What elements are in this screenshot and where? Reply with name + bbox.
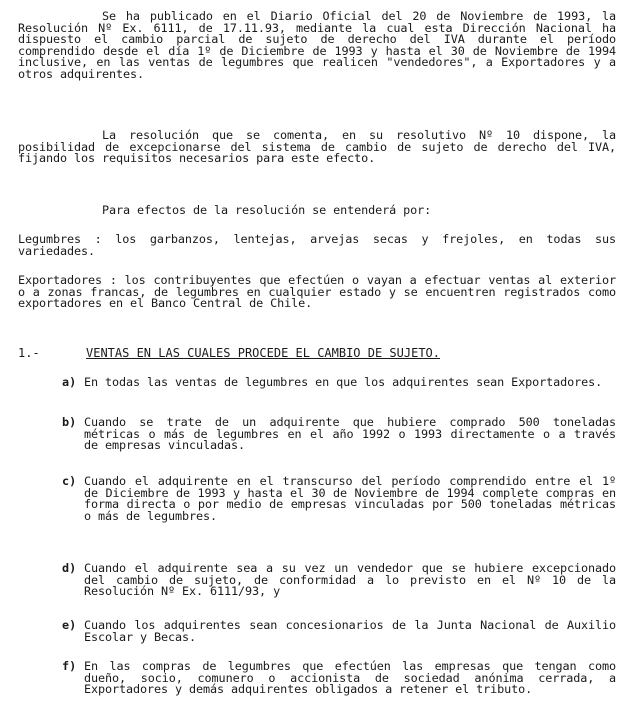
list-item-text: Cuando los adquirentes sean concesionarios de la Junta Nacional de Auxilio Escolar y Becas. (84, 618, 616, 644)
paragraph-definition-legumbres: Legumbres : los garbanzos, lentejas, arvejas secas y frejoles, en todas sus variedades. (18, 232, 616, 258)
list-item-text: Cuando se trate de un adquirente que hubiere comprado 500 toneladas métricas o más de legumbres en el año 1992 o 1993 directamente o a través de empresas vinculadas. (84, 415, 616, 453)
list-item-letter: a) (62, 375, 77, 389)
list-item-text: Cuando el adquirente sea a su vez un vendedor que se hubiere excepcionado del cambio de sujeto, de conformidad a lo previsto en el Nº 10 de la Resolución Nº Ex. 6111/93, y (84, 561, 616, 599)
list-item-letter: b) (62, 415, 77, 429)
list-item-text: Cuando el adquirente en el transcurso del período comprendido entre el 1º de Diciembre de 1993 y hasta el 30 de Noviembre de 1994 complete compras en forma directa o por medio de empresas vinculadas por 500 toneladas métricas o más de legumbres. (84, 474, 616, 523)
paragraph-definitions-lead: Para efectos de la resolución se entenderá por: (102, 203, 432, 217)
list-item-letter: d) (62, 561, 77, 575)
list-item (62, 476, 616, 522)
list-item (62, 620, 616, 643)
section-heading (18, 346, 616, 360)
section-number: 1.- (18, 346, 40, 360)
list-item (62, 417, 616, 452)
list-item (62, 377, 616, 389)
section-title: VENTAS EN LAS CUALES PROCEDE EL CAMBIO DE SUJETO. (86, 346, 441, 360)
list-item-text: En las compras de legumbres que efectúen las empresas que tengan como dueño, socio, comunero o accionista de sociedad anónima cerrada, a Exportadores y demás adquirentes obligados a retener el tributo. (84, 659, 616, 697)
list-item-letter: e) (62, 618, 77, 632)
list-item (62, 661, 616, 696)
list-item-letter: f) (62, 659, 77, 673)
list-item-letter: c) (62, 474, 77, 488)
list-item (62, 563, 616, 598)
paragraph-definition-exportadores: Exportadores : los contribuyentes que efectúen o vayan a efectuar ventas al exterior o a zonas francas, de legumbres en cualquier estado y se encuentren registrados como exportadores en el Banco Central de Chile. (18, 273, 616, 311)
paragraph-intro: Se ha publicado en el Diario Oficial del 20 de Noviembre de 1993, la Resolución Nº Ex. 6111, de 17.11.93, mediante la cual esta Dirección Nacional ha dispuesto el cambio parcial de sujeto de derecho del IVA durante el período comprendido desde el día 1º de Diciembre de 1993 y hasta el 30 de Noviembre de 1994 inclusive, en las ventas de legumbres que realicen "vendedores", a Exportadores y a otros adquirentes. (18, 9, 616, 81)
paragraph-resolutivo: La resolución que se comenta, en su resolutivo Nº 10 dispone, la posibilidad de excepcionarse del sistema de cambio de sujeto de derecho del IVA, fijando los requisitos necesarios para este efecto. (18, 128, 616, 166)
list-item-text: En todas las ventas de legumbres en que los adquirentes sean Exportadores. (84, 375, 603, 389)
